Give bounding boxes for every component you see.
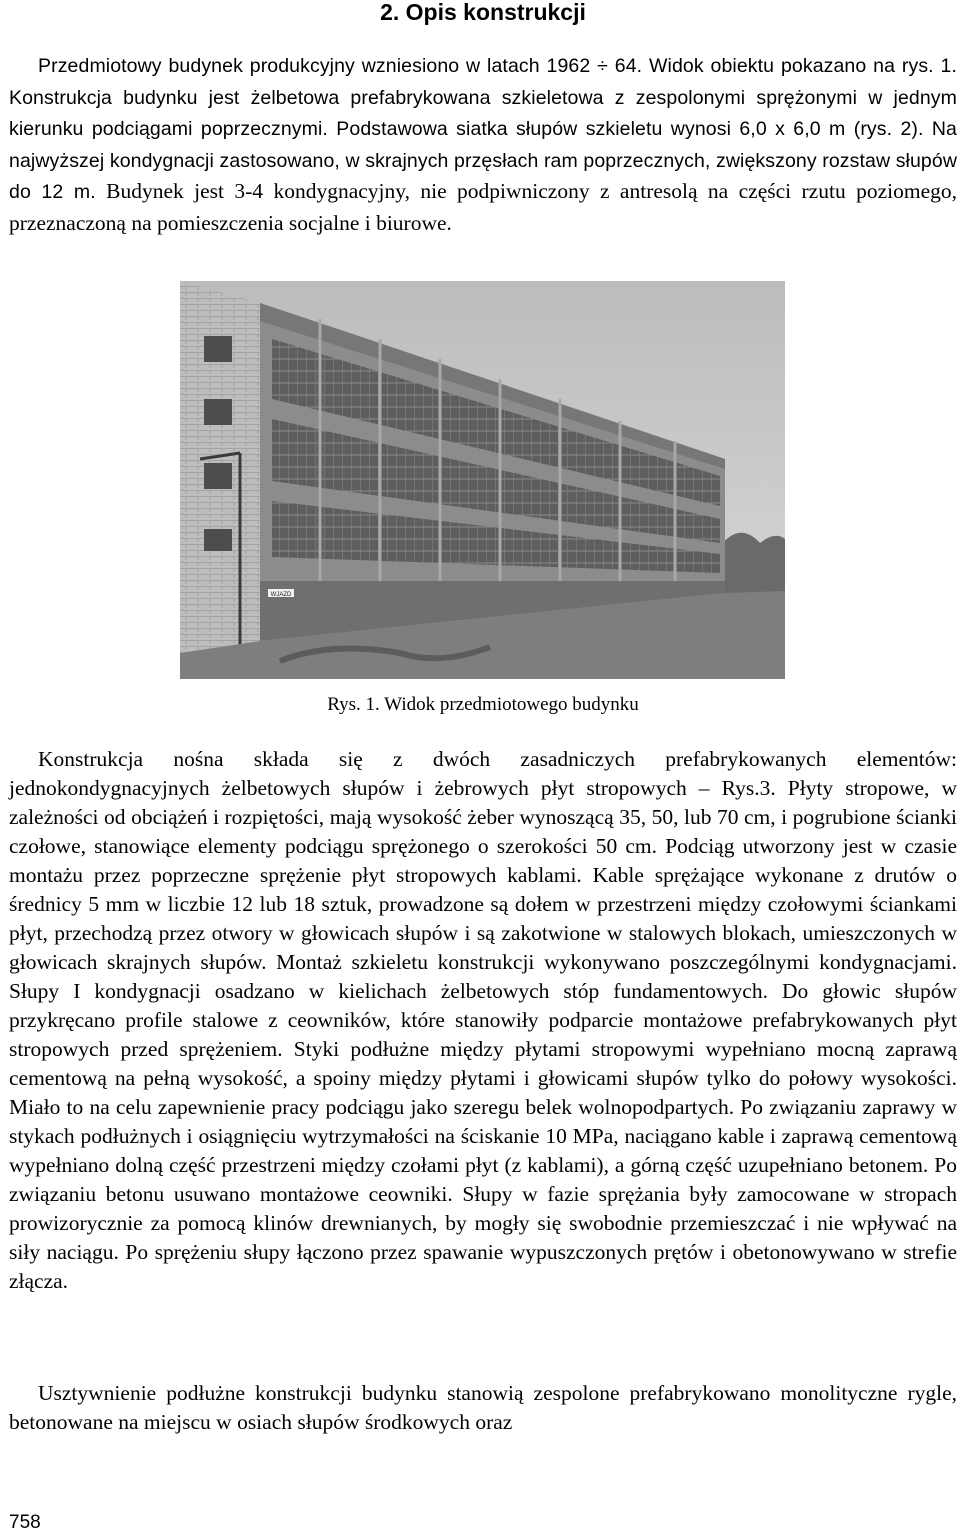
- building-photo: [180, 281, 785, 679]
- building-photo-illustration: [180, 281, 785, 679]
- intro-paragraph-sans-part: Przedmiotowy budynek produkcyjny wzniesiono w latach 1962 ÷ 64. Widok obiektu pokazano na rys. 1. Konstrukcja budynku jest żelbetowa prefabrykowana szkieletowa z zespolonymi sprężonymi w jednym kierunku podciągami poprzecznymi. Podstawowa siatka słupów szkieletu wynosi 6,0 x 6,0 m (rys. 2). Na najwyższej kondygnacji zastosowano, w skrajnych przęsłach ram poprzecznych, zwiększony rozstaw słupów do 12 m.: [9, 55, 957, 203]
- closing-paragraph: Usztywnienie podłużne konstrukcji budynku stanowią zespolone prefabrykowano monolityczne rygle, betonowane na miejscu w osiach słupów środkowych oraz: [9, 1381, 957, 1434]
- section-heading: 2. Opis konstrukcji: [380, 0, 586, 25]
- figure-caption: Rys. 1. Widok przedmiotowego budynku: [327, 694, 639, 715]
- intro-paragraph-serif-part: Budynek jest 3-4 kondygnacyjny, nie podpiwniczony z antresolą na części rzutu poziomego, przeznaczoną na pomieszczenia socjalne i biurowe.: [9, 179, 957, 235]
- page-number: 758: [9, 1512, 41, 1533]
- intro-paragraph: [9, 50, 957, 238]
- body-paragraph: Konstrukcja nośna składa się z dwóch zasadniczych prefabrykowanych elementów: jednokondygnacyjnych żelbetowych słupów i żebrowych płyt stropowych – Rys.3. Płyty stropowe, w zależności od obciążeń i rozpiętości, mają wysokość żeber wynoszącą 35, 50, lub 70 cm, i pogrubione ścianki czołowe, stanowiące elementy podciągu sprężonego o szerokości 50 cm. Podciąg utworzony jest w czasie montażu przez poprzeczne sprężenie płyt stropowych kablami. Kable sprężające wykonane z drutów o średnicy 5 mm w liczbie 12 lub 18 sztuk, prowadzone są dołem w przestrzeni między czołowymi ściankami płyt, przechodzą przez otwory w głowicach słupów i są zakotwione w stalowych blokach, umieszczonych w głowicach skrajnych słupów. Montaż szkieletu konstrukcji wykonywano poszczególnymi kondygnacjami. Słupy I kondygnacji osadzano w kielichach żelbetowych stóp fundamentowych. Do głowic słupów przykręcano profile stalowe z ceowników, które stanowiły podparcie montażowe prefabrykowanych płyt stropowych przed sprężeniem. Styki podłużne między płytami stropowymi wypełniano mocną zaprawą cementową na pełną wysokość, a spoiny między płytami i głowicami słupów tylko do połowy wysokości. Miało to na celu zapewnienie pracy podciągu jako szeregu belek wolnopodpartych. Po związaniu zaprawy w stykach podłużnych i osiągnięciu wytrzymałości na ściskanie 10 MPa, naciągano kable i zaprawą cementową wypełniano dolną część przestrzeni między czołami płyt (z kablami), a górną część uzupełniano betonem. Po związaniu betonu usuwano montażowe ceowniki. Słupy w fazie sprężania były zamocowane w stropach prowizorycznie za pomocą klinów drewnianych, by mogły się swobodnie przemieszczać i nie wpływać na siły naciągu. Po sprężeniu słupy łączono przez spawanie wypuszczonych prętów i obetonowywano w strefie złącza.: [9, 747, 957, 1293]
- sign-text: WJAZD: [270, 592, 292, 598]
